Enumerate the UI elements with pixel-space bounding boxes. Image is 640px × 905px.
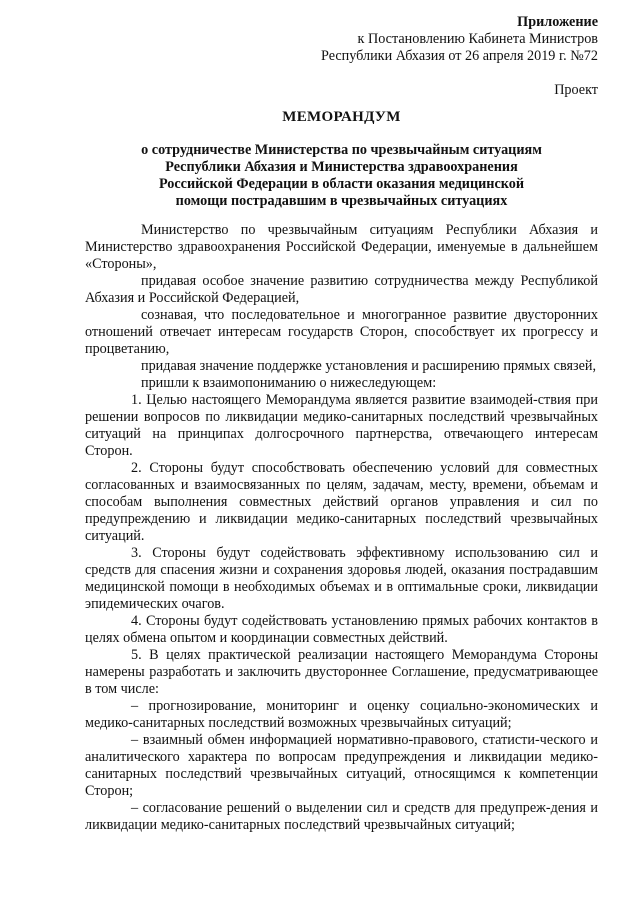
clause-2: 2. Стороны будут способствовать обеспечению условий для совместных согласованных и взаимосвязанных по целям, задачам, месту, времени, объемам и способам выполнения совместных действий органов управления и сил по предупреждению и ликвидации медико-санитарных последствий чрезвычайных ситуаций. (85, 460, 598, 544)
clause-5-item-forecasting: – прогнозирование, мониторинг и оценку социально-экономических и медико-санитарных последствий возможных чрезвычайных ситуаций; (85, 698, 598, 731)
clause-5-item-resource-decisions: – согласование решений о выделении сил и средств для предупреж-дения и ликвидации медико-санитарных последствий чрезвычайных ситуаций; (85, 800, 598, 833)
subtitle-line: помощи пострадавшим в чрезвычайных ситуациях (175, 193, 508, 209)
appendix-heading: Приложение (517, 14, 598, 30)
document-subtitle (85, 142, 598, 210)
paragraph-preamble-direct-links: придавая значение поддержке установления и расширению прямых связей, (141, 358, 597, 374)
clause-1: 1. Целью настоящего Меморандума является развитие взаимодей-ствия при решении вопросов по ликвидации медико-санитарных последствий чрезвычайных ситуаций на принципах долгосрочного партнерства, отвечающего интересам Сторон. (85, 392, 598, 459)
paragraph-preamble-importance: придавая особое значение развитию сотрудничества между Республикой Абхазия и Российской Федерацией, (85, 273, 598, 306)
appendix-line-1: к Постановлению Кабинета Министров (357, 31, 598, 47)
clause-3: 3. Стороны будут содействовать эффективному использованию сил и средств для спасения жизни и сохранения здоровья людей, оказания пострадавшим медицинской помощи в необходимых объемах и в оптимальные сроки, ликвидации эпидемических очагов. (85, 545, 598, 612)
subtitle-line: о сотрудничестве Министерства по чрезвычайным ситуациям (141, 142, 542, 158)
subtitle-line: Российской Федерации в области оказания медицинской (158, 176, 525, 192)
paragraph-preamble-parties: Министерство по чрезвычайным ситуациям Республики Абхазия и Министерство здравоохранения Российской Федерации, именуемые в дальнейшем «Стороны», (85, 222, 598, 272)
appendix-block (85, 14, 598, 65)
appendix-line-2: Республики Абхазия от 26 апреля 2019 г. №72 (321, 48, 598, 64)
paragraph-preamble-aware: сознавая, что последовательное и многогранное развитие двусторонних отношений отвечает интересам государств Сторон, способствует их прогрессу и процветанию, (85, 307, 598, 357)
clause-5: 5. В целях практической реализации настоящего Меморандума Стороны намерены разработать и заключить двустороннее Соглашение, предусматривающее в том числе: (85, 647, 598, 697)
subtitle-line: Республики Абхазия и Министерства здравоохранения (165, 159, 518, 175)
clause-4: 4. Стороны будут содействовать установлению прямых рабочих контактов в целях обмена опытом и координации совместных действий. (85, 613, 598, 646)
draft-label: Проект (554, 82, 598, 98)
document-title: МЕМОРАНДУМ (282, 109, 401, 125)
clause-5-item-information-exchange: – взаимный обмен информацией нормативно-правового, статисти-ческого и аналитического характера по вопросам предупреждения и ликвидации медико-санитарных последствий чрезвычайных ситуаций, относящимся к компетенции Сторон; (85, 732, 598, 799)
document-body (85, 222, 598, 834)
paragraph-agreed: пришли к взаимопониманию о нижеследующем: (141, 375, 437, 391)
